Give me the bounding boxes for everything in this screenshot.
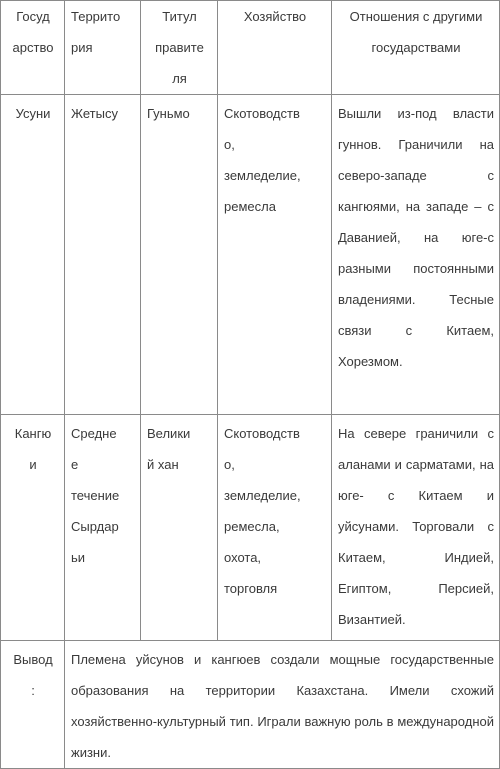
cell-relations: На севере граничили с аланами и сарматами, на юге- с Китаем и уйсунами. Торговали с Китаем, Индией, Египтом, Персией, Византией.: [332, 415, 500, 641]
conclusion-text: Племена уйсунов и кангюев создали мощные государственные образования на территории Казахстана. Имели схожий хозяйственно-культурный тип. Играли важную роль в международной жизни.: [65, 641, 500, 769]
header-ruler-title: Титул правите ля: [141, 1, 218, 95]
header-relations: Отношения с другими государствами: [332, 1, 500, 95]
table-row: [1, 415, 500, 641]
header-territory: Террито рия: [65, 1, 141, 95]
cell-relations: Вышли из-под власти гуннов. Граничили на северо-западе с кангюями, на западе – с Даванией, на юге-с разными постоянными владениями. Тесные связи с Китаем, Хорезмом.: [332, 95, 500, 415]
header-state: Госуд арство: [1, 1, 65, 95]
cell-ruler-title: Гуньмо: [141, 95, 218, 415]
cell-territory: Средне е течение Сырдар ьи: [65, 415, 141, 641]
conclusion-row: [1, 641, 500, 769]
cell-economy: Скотоводств о, земледелие, ремесла, охота, торговля: [218, 415, 332, 641]
cell-state: Кангю и: [1, 415, 65, 641]
header-row: [1, 1, 500, 95]
cell-economy: Скотоводств о, земледелие, ремесла: [218, 95, 332, 415]
header-economy: Хозяйство: [218, 1, 332, 95]
table-row: [1, 95, 500, 415]
cell-territory: Жетысу: [65, 95, 141, 415]
cell-ruler-title: Велики й хан: [141, 415, 218, 641]
cell-state: Усуни: [1, 95, 65, 415]
conclusion-label: Вывод :: [1, 641, 65, 769]
